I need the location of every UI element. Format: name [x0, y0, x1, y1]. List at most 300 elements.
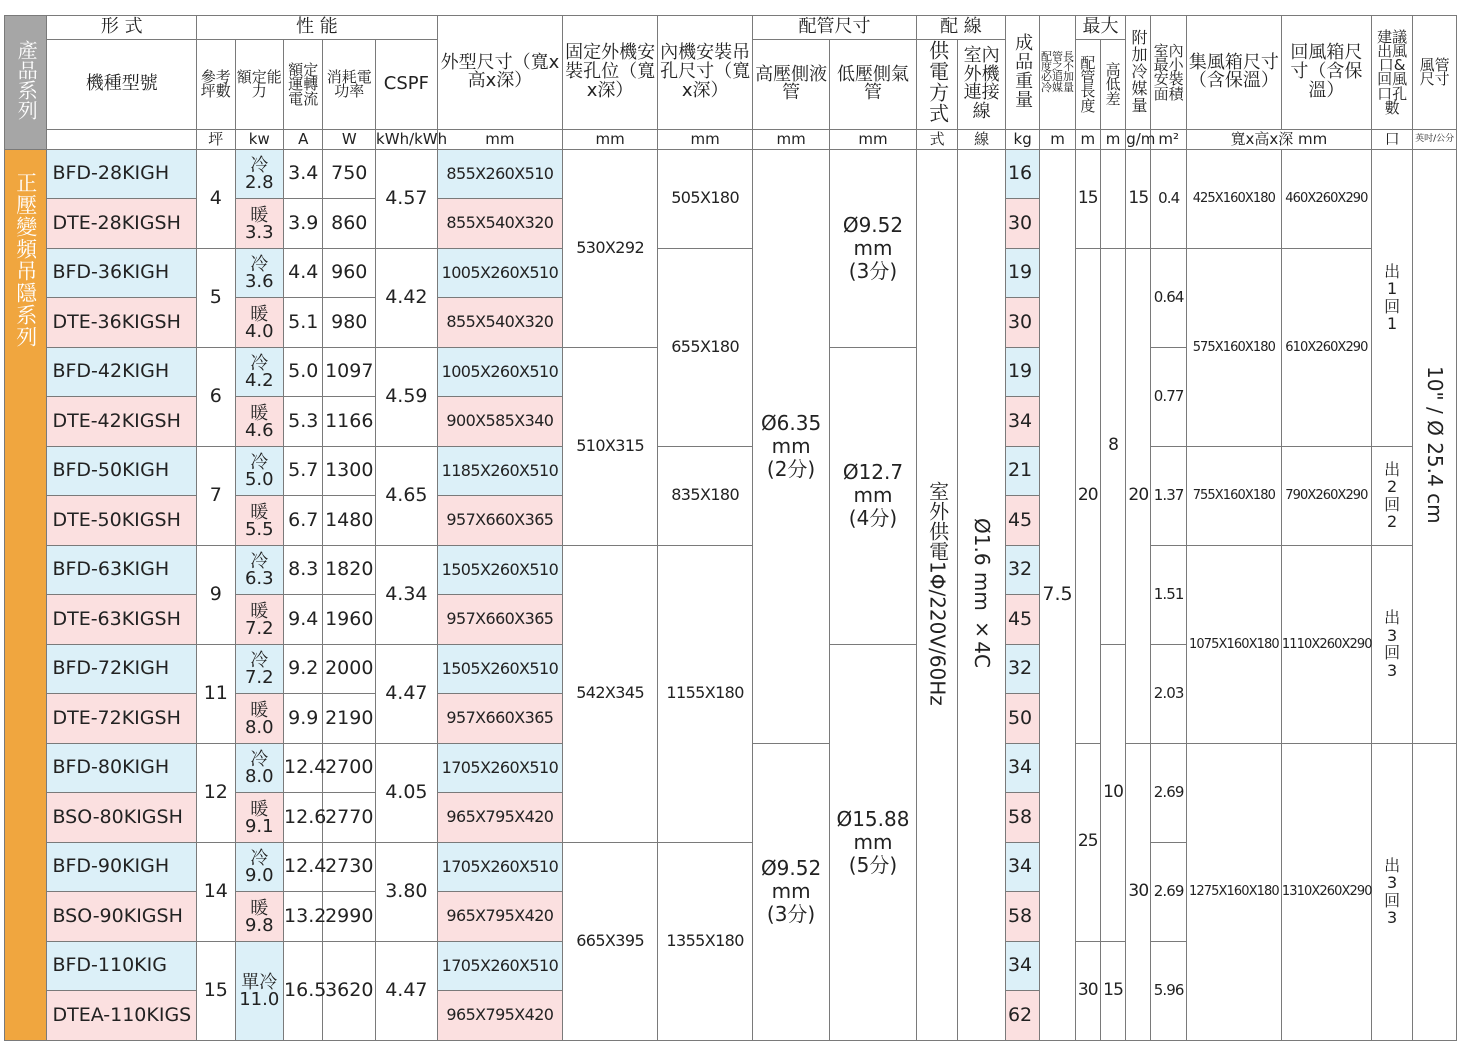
cell-text: 11.0	[239, 988, 280, 1010]
cell-text: 3	[1387, 660, 1398, 680]
current-cell	[284, 397, 323, 447]
cell-text: Ø12.7	[842, 460, 904, 485]
cell-text: 暖	[250, 897, 269, 919]
dimension-cell	[437, 199, 562, 249]
indoor-mount-cell	[658, 149, 753, 248]
cell-text: 4.4	[288, 261, 319, 284]
unit-mm-outdoor: mm	[563, 129, 658, 149]
cell-text: 2000	[325, 657, 374, 680]
power-header: 消耗電功率	[323, 40, 376, 130]
indoor-mount-cell	[658, 248, 753, 446]
dimension-cell	[437, 694, 562, 744]
cell-text: 冷	[250, 254, 269, 276]
cell-text: BFD-72KIGH	[52, 657, 170, 680]
power-cell	[323, 545, 376, 595]
cell-text: 4.65	[385, 483, 428, 506]
cell-text: (5分)	[848, 852, 898, 877]
current-cell	[284, 842, 327, 892]
capacity-cell	[235, 298, 284, 348]
unit-mm-gas: mm	[830, 129, 917, 149]
cell-text: 3	[1387, 908, 1398, 928]
cell-text: 6	[209, 384, 222, 407]
cell-text: 655X180	[671, 336, 740, 356]
indoor-mount-cell	[658, 545, 753, 842]
capacity-cell	[235, 397, 284, 447]
cell-text: 32	[1007, 558, 1033, 581]
indoor-mount-cell	[658, 446, 753, 545]
capacity-cell	[235, 892, 284, 942]
cell-text: 4.05	[385, 780, 428, 803]
cell-text: 1.37	[1153, 486, 1184, 505]
cell-text: 7.5	[1042, 582, 1073, 605]
cell-text: 16.5	[284, 978, 327, 1001]
current-cell	[284, 248, 323, 298]
cell-text: (2分)	[766, 456, 816, 481]
supply-box-header: 集風箱尺寸（含保溫）	[1186, 16, 1281, 130]
dimension-cell	[437, 397, 562, 447]
model-cell	[47, 595, 197, 645]
cell-text: 冷	[250, 551, 269, 573]
max-pipe-length-cell	[1075, 941, 1100, 1040]
cell-text: 3	[1387, 625, 1398, 645]
cell-text: mm	[853, 829, 893, 854]
cell-text: 5.96	[1153, 981, 1184, 1000]
cell-text: 835X180	[671, 485, 740, 505]
weight-cell	[1005, 892, 1039, 942]
cell-text: 58	[1007, 904, 1033, 927]
current-cell	[284, 644, 323, 694]
cell-text: 34	[1007, 409, 1033, 432]
cell-text: 1005X260X510	[441, 262, 559, 282]
dimension-cell	[437, 248, 562, 298]
outdoor-mount-header: 固定外機安裝孔位（寬x深）	[563, 16, 658, 130]
cell-text: 1.51	[1153, 585, 1184, 604]
weight-cell	[1005, 149, 1039, 199]
cell-text: DTE-63KIGSH	[52, 607, 181, 630]
min-area-cell	[1151, 644, 1186, 743]
cell-text: 3.80	[385, 879, 428, 902]
cell-text: 2.69	[1153, 783, 1184, 802]
cell-text: 出	[1384, 608, 1401, 628]
min-area-cell	[1151, 545, 1186, 644]
duct-header: 風管尺寸	[1413, 16, 1457, 130]
cell-text: 50	[1007, 706, 1033, 729]
cell-text: 2.69	[1153, 882, 1184, 901]
gas-pipe-cell	[830, 644, 917, 1040]
no-extra-refrigerant-header: 配管長度之不必追加冷媒量	[1040, 16, 1075, 130]
model-cell	[47, 248, 197, 298]
cell-text: 5.7	[288, 459, 319, 482]
piping-header: 配管尺寸	[753, 16, 917, 40]
cell-text: 755X160X180	[1192, 488, 1276, 504]
duct-cell	[1413, 149, 1457, 743]
model-cell	[47, 446, 197, 496]
cell-text: 1310X260X290	[1281, 884, 1372, 900]
cell-text: 13.2	[284, 904, 327, 927]
cell-text: 575X160X180	[1192, 339, 1276, 355]
cell-text: 965X795X420	[446, 807, 554, 827]
cell-text: 32	[1007, 657, 1033, 680]
cell-text: 冷	[250, 848, 269, 870]
cell-text: 2	[1387, 477, 1398, 497]
weight-cell	[1005, 298, 1039, 348]
cell-text: 4.34	[385, 582, 428, 605]
cell-text: 4.57	[385, 186, 428, 209]
cell-text: mm	[853, 235, 893, 260]
power-cell	[323, 941, 376, 1040]
cell-text: 1005X260X510	[441, 361, 559, 381]
cell-text: 5.3	[288, 409, 319, 432]
ports-header: 建議出風口&回風口孔數	[1371, 16, 1412, 130]
cell-text: 8.3	[288, 558, 319, 581]
cell-text: 15	[1077, 187, 1098, 208]
cell-text: (4分)	[848, 506, 898, 531]
cell-text: 冷	[250, 452, 269, 474]
cell-text: 4.2	[244, 370, 274, 392]
spec-sheet	[4, 15, 1457, 1026]
cell-text: 30	[1077, 979, 1098, 1000]
unit-kg: kg	[1005, 129, 1039, 149]
cell-text: 1155X180	[666, 683, 744, 703]
min-area-cell	[1151, 347, 1186, 446]
liquid-pipe-cell	[753, 743, 830, 1040]
dimension-cell	[437, 595, 562, 645]
ports-cell	[1371, 743, 1412, 1040]
unit-m2: m	[1100, 129, 1125, 149]
performance-header: 性 能	[197, 16, 438, 40]
cell-text: mm	[771, 879, 811, 904]
ping-cell	[197, 446, 235, 545]
dimension-cell	[437, 793, 562, 843]
cell-text: 855X260X510	[446, 163, 554, 183]
cell-text: 暖	[250, 402, 269, 424]
ping-cell	[197, 347, 235, 446]
cell-text: DTE-72KIGSH	[52, 706, 181, 729]
min-area-header: 室內最小安裝面積	[1151, 16, 1186, 130]
cell-text: 2700	[325, 756, 374, 779]
cell-text: 回	[1384, 296, 1401, 316]
added-refrigerant-header: 附加冷媒量	[1126, 16, 1151, 130]
indoor-mount-header: 內機安裝吊孔尺寸（寬x深）	[658, 16, 753, 130]
cell-text: 3.6	[244, 271, 274, 293]
unit-cspf: kWh/kWh	[376, 129, 448, 148]
cell-text: Ø15.88	[836, 806, 910, 831]
cell-text: 5.0	[288, 360, 319, 383]
cell-text: 6.7	[288, 508, 319, 531]
model-cell	[47, 743, 197, 793]
cell-text: 室外供電1Φ/220V/60Hz	[925, 480, 950, 706]
cell-text: 20	[1128, 484, 1149, 505]
power-cell	[323, 149, 376, 199]
model-cell	[47, 892, 197, 942]
cell-text: 8	[1108, 435, 1119, 456]
capacity-cell	[235, 842, 284, 892]
cell-text: 暖	[250, 798, 269, 820]
cell-text: 2190	[325, 706, 374, 729]
max-height-diff-cell	[1100, 149, 1125, 248]
model-cell	[47, 496, 197, 546]
cell-text: (3分)	[848, 258, 898, 283]
power-supply-cell	[916, 149, 957, 1040]
model-cell	[47, 991, 197, 1041]
product-series-header: 產品系列	[5, 16, 47, 150]
cspf-cell	[376, 248, 438, 347]
current-cell	[284, 743, 327, 793]
current-cell	[284, 199, 323, 249]
model-cell	[47, 644, 197, 694]
cell-text: 15	[1128, 187, 1149, 208]
cell-text: 1185X260X510	[441, 460, 559, 480]
max-header: 最大	[1075, 16, 1126, 40]
cell-text: 34	[1007, 954, 1033, 977]
unit-wire: 線	[958, 129, 1006, 149]
cell-text: 1275X160X180	[1189, 884, 1279, 900]
cell-text: mm	[771, 433, 811, 458]
weight-cell	[1005, 248, 1039, 298]
low-pressure-header: 低壓側氣管	[830, 40, 917, 130]
unit-ping: 坪	[197, 129, 235, 149]
model-cell	[47, 397, 197, 447]
cell-text: 2770	[325, 805, 374, 828]
min-area-cell	[1151, 842, 1186, 941]
cspf-cell	[376, 743, 438, 842]
cell-text: 回	[1384, 494, 1401, 514]
model-cell	[47, 149, 197, 199]
capacity-cell	[235, 793, 284, 843]
cell-text: 9.4	[288, 607, 319, 630]
dimension-cell	[437, 991, 562, 1041]
model-cell	[47, 347, 197, 397]
weight-cell	[1005, 496, 1039, 546]
cell-text: 11	[203, 681, 228, 704]
cell-text: 暖	[250, 501, 269, 523]
cell-text: 3620	[325, 978, 374, 1001]
cspf-cell	[376, 446, 438, 545]
weight-cell	[1005, 694, 1039, 744]
cell-text: 542X345	[576, 683, 645, 703]
min-area-cell	[1151, 248, 1186, 347]
return-box-cell	[1281, 545, 1371, 743]
unit-phase: 式	[916, 129, 957, 149]
capacity-cell	[235, 149, 284, 199]
current-cell	[284, 347, 323, 397]
weight-cell	[1005, 545, 1039, 595]
cell-text: 505X180	[671, 188, 740, 208]
table-row	[5, 545, 1457, 595]
model-cell	[47, 842, 197, 892]
weight-cell	[1005, 595, 1039, 645]
cell-text: Ø9.52	[842, 212, 904, 237]
supply-box-cell	[1186, 545, 1281, 743]
cell-text: 980	[331, 310, 368, 333]
cell-text: 冷	[250, 749, 269, 771]
cell-text: 單冷	[241, 971, 278, 993]
cell-text: 5	[209, 285, 222, 308]
model-cell	[47, 298, 197, 348]
power-cell	[323, 248, 376, 298]
gas-pipe-cell	[830, 347, 917, 644]
added-refrigerant-cell	[1126, 743, 1151, 1040]
dimension-cell	[437, 892, 562, 942]
cell-text: 9	[209, 582, 222, 605]
current-header: 額定運轉電流	[284, 40, 323, 130]
power-cell	[323, 199, 376, 249]
cell-text: BFD-28KIGH	[52, 162, 170, 185]
min-area-cell	[1151, 941, 1186, 1040]
weight-cell	[1005, 743, 1039, 793]
current-cell	[284, 298, 323, 348]
table-row	[5, 248, 1457, 298]
cell-text: 45	[1007, 607, 1033, 630]
connection-header: 室內外機連接線	[958, 40, 1006, 130]
cell-text: 12	[203, 780, 228, 803]
dimension-cell	[437, 743, 562, 793]
cell-text: 900X585X340	[446, 411, 554, 431]
weight-cell	[1005, 446, 1039, 496]
cell-text: 10" / Ø 25.4 cm	[1423, 365, 1448, 524]
ping-cell	[197, 842, 235, 941]
max-height-diff-cell	[1100, 941, 1125, 1040]
ports-cell	[1371, 149, 1412, 446]
cell-text: 2.03	[1153, 684, 1184, 703]
unit-m2-area: m²	[1151, 129, 1186, 149]
ping-header: 參考坪數	[197, 40, 235, 130]
cell-text: 0.77	[1153, 387, 1184, 406]
cell-text: 965X795X420	[446, 1005, 554, 1025]
cell-text: 16	[1007, 162, 1033, 185]
cell-text: 2.8	[244, 172, 274, 194]
unit-mm-liquid: mm	[753, 129, 830, 149]
model-cell	[47, 199, 197, 249]
dimension-cell	[437, 298, 562, 348]
cell-text: 4.47	[385, 681, 428, 704]
min-area-cell	[1151, 743, 1186, 842]
cell-text: 15	[203, 978, 228, 1001]
no-extra-length-cell	[1040, 149, 1075, 1040]
min-area-cell	[1151, 149, 1186, 248]
return-box-cell	[1281, 248, 1371, 446]
cell-text: 750	[331, 162, 368, 185]
cell-text: 6.3	[244, 568, 274, 590]
cell-text: 5.5	[244, 518, 274, 540]
cell-text: 957X660X365	[446, 510, 554, 530]
cell-text: BFD-90KIGH	[52, 855, 170, 878]
cell-text: 58	[1007, 805, 1033, 828]
capacity-cell	[235, 941, 284, 1040]
cell-text: DTE-28KIGSH	[52, 211, 181, 234]
dimension-cell	[437, 941, 562, 991]
cspf-cell	[376, 545, 438, 644]
cell-text: 5.1	[288, 310, 319, 333]
unit-m: m	[1040, 129, 1075, 149]
cell-text: BSO-90KIGSH	[52, 904, 183, 927]
form-header: 形 式	[47, 16, 197, 40]
cell-text: 4.59	[385, 384, 428, 407]
cell-text: 7	[209, 483, 222, 506]
cell-text: Ø9.52	[760, 856, 822, 881]
cell-text: BFD-110KIG	[52, 954, 167, 977]
current-cell	[284, 892, 327, 942]
cell-text: 8.0	[244, 766, 274, 788]
model-header: 機種型號	[47, 40, 197, 130]
duct-cell-lower	[1413, 743, 1457, 1040]
cspf-cell	[376, 347, 438, 446]
supply-box-cell	[1186, 149, 1281, 248]
power-cell	[323, 892, 376, 942]
cell-text: 20	[1077, 484, 1098, 505]
weight-cell	[1005, 644, 1039, 694]
outdoor-mount-cell	[563, 842, 658, 1040]
capacity-cell	[235, 743, 284, 793]
cell-text: 4.6	[244, 419, 274, 441]
cell-text: 15	[1103, 979, 1123, 1000]
table-row	[5, 446, 1457, 496]
max-height-diff-cell	[1100, 248, 1125, 644]
ping-cell	[197, 743, 235, 842]
return-box-cell	[1281, 743, 1371, 1040]
ping-cell	[197, 644, 235, 743]
current-cell	[284, 545, 323, 595]
cell-text: 出	[1384, 459, 1401, 479]
dimension-cell	[437, 149, 562, 199]
cell-text: DTE-42KIGSH	[52, 409, 181, 432]
supply-box-cell	[1186, 446, 1281, 545]
cell-text: BFD-50KIGH	[52, 459, 170, 482]
cell-text: 回	[1384, 643, 1401, 663]
height-diff-header: 高低差	[1100, 40, 1125, 130]
cspf-cell	[376, 941, 438, 1040]
unit-w: W	[323, 129, 376, 149]
cell-text: BFD-42KIGH	[52, 360, 170, 383]
cell-text: 30	[1007, 211, 1033, 234]
cell-text: 957X660X365	[446, 609, 554, 629]
cell-text: 860	[331, 211, 368, 234]
cell-text: 冷	[250, 650, 269, 672]
return-box-cell	[1281, 446, 1371, 545]
cell-text: 1505X260X510	[441, 658, 559, 678]
spec-table	[4, 15, 1457, 1041]
cspf-cell	[376, 149, 438, 248]
cell-text: Ø6.35	[760, 410, 822, 435]
capacity-cell	[235, 545, 284, 595]
cell-text: 19	[1007, 261, 1033, 284]
cell-text: 34	[1007, 855, 1033, 878]
cell-text: BSO-80KIGSH	[52, 805, 183, 828]
unit-gm: g/m	[1126, 129, 1156, 148]
cell-text: 出	[1384, 855, 1401, 875]
ping-cell	[197, 545, 235, 644]
cell-text: 暖	[250, 600, 269, 622]
model-cell	[47, 793, 197, 843]
dimension-cell	[437, 496, 562, 546]
unit-port: 口	[1371, 129, 1412, 149]
cell-text: 5.0	[244, 469, 274, 491]
gas-pipe-cell	[830, 149, 917, 347]
current-cell	[284, 694, 323, 744]
model-cell	[47, 694, 197, 744]
cell-text: 1300	[325, 459, 374, 482]
current-cell	[284, 446, 323, 496]
series-label: 正壓變頻吊隱系列	[5, 149, 47, 1040]
ping-cell	[197, 248, 235, 347]
cell-text: 665X395	[576, 930, 645, 950]
cell-text: 4.0	[244, 320, 274, 342]
return-box-header: 回風箱尺寸（含保溫）	[1281, 16, 1371, 130]
power-cell	[323, 496, 376, 546]
cell-text: 1075X160X180	[1189, 636, 1279, 652]
weight-header: 成品重量	[1005, 16, 1039, 130]
capacity-cell	[235, 595, 284, 645]
